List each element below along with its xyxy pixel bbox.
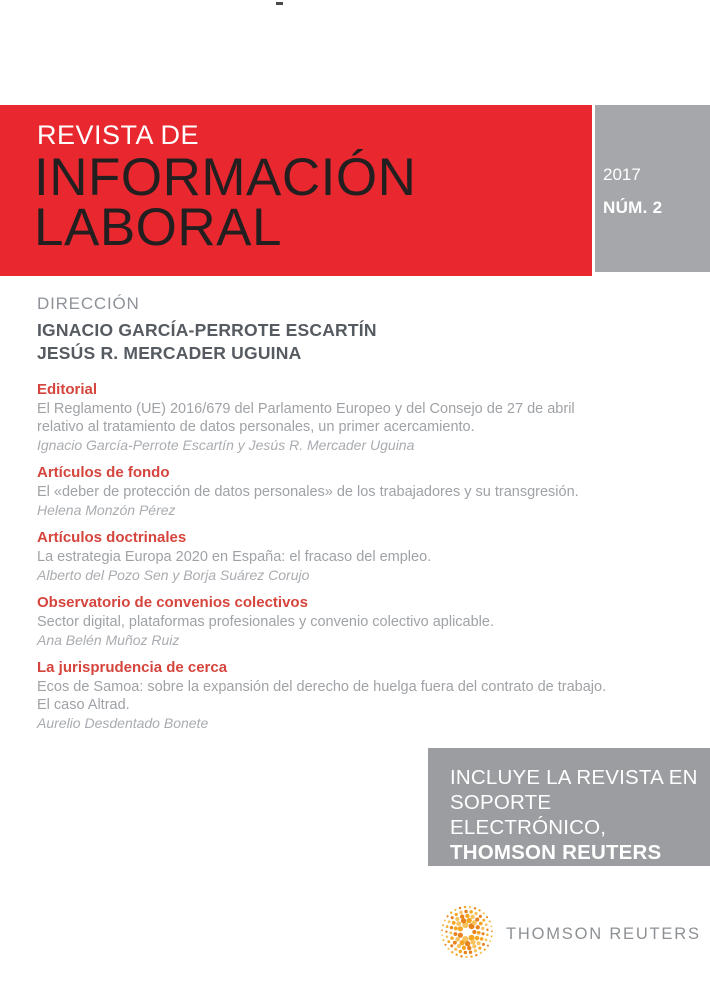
masthead-kicker: REVISTA DE [37, 120, 200, 150]
thomson-reuters-kinesis-icon [441, 906, 493, 963]
section-heading: La jurisprudencia de cerca [37, 659, 228, 676]
section-body: El «deber de protección de datos personales» de los trabajadores y su transgresión. [37, 484, 579, 500]
issue-box [595, 105, 710, 272]
direction-block [37, 294, 377, 365]
issue-year: 2017 [603, 165, 641, 184]
section-heading: Artículos doctrinales [37, 529, 187, 546]
section-heading: Editorial [37, 381, 98, 398]
section-authors: Helena Monzón Pérez [37, 502, 176, 518]
proview-banner [428, 748, 710, 889]
publisher-wordmark: THOMSON REUTERS [506, 925, 701, 943]
table-of-contents [37, 380, 609, 741]
section-body: El Reglamento (UE) 2016/679 del Parlamento Europeo y del Consejo de 27 de abril relativo al tratamiento de datos personales, un primer acercamiento. [37, 401, 575, 435]
section-authors: Aurelio Desdentado Bonete [37, 715, 209, 731]
proview-line-4: PROVIEW™ [450, 866, 569, 889]
scan-speck [276, 2, 283, 5]
section-authors: Alberto del Pozo Sen y Borja Suárez Corujo [37, 567, 310, 583]
section-body: Ecos de Samoa: sobre la expansión del derecho de huelga fuera del contrato de trabajo. El caso Altrad. [37, 679, 607, 713]
section-body: La estrategia Europa 2020 en España: el fracaso del empleo. [37, 549, 432, 565]
toc-section-observatorio-convenios [37, 593, 609, 649]
section-heading: Observatorio de convenios colectivos [37, 594, 308, 611]
masthead-banner [0, 105, 592, 276]
issue-number: NÚM. 2 [603, 198, 663, 217]
journal-title-line2: LABORAL [34, 198, 283, 257]
toc-section-articulos-de-fondo [37, 463, 609, 519]
director-name-1: IGNACIO GARCÍA-PERROTE ESCARTÍN [37, 320, 377, 340]
section-body: Sector digital, plataformas profesionales y convenio colectivo aplicable. [37, 614, 494, 630]
section-authors: Ignacio García-Perrote Escartín y Jesús R. Mercader Uguina [37, 437, 415, 453]
direction-label: DIRECCIÓN [37, 294, 140, 313]
section-heading: Artículos de fondo [37, 464, 170, 481]
proview-line-2: SOPORTE ELECTRÓNICO, [450, 791, 607, 839]
section-authors: Ana Belén Muñoz Ruiz [37, 632, 180, 648]
director-name-2: JESÚS R. MERCADER UGUINA [37, 343, 302, 363]
toc-section-jurisprudencia-de-cerca [37, 658, 609, 732]
toc-section-editorial [37, 380, 609, 454]
proview-line-1: INCLUYE LA REVISTA EN [450, 766, 698, 789]
proview-line-3: THOMSON REUTERS [450, 841, 662, 864]
publisher-brand [441, 906, 701, 963]
journal-title-line1: INFORMACIÓN [34, 148, 417, 207]
toc-section-articulos-doctrinales [37, 528, 609, 584]
